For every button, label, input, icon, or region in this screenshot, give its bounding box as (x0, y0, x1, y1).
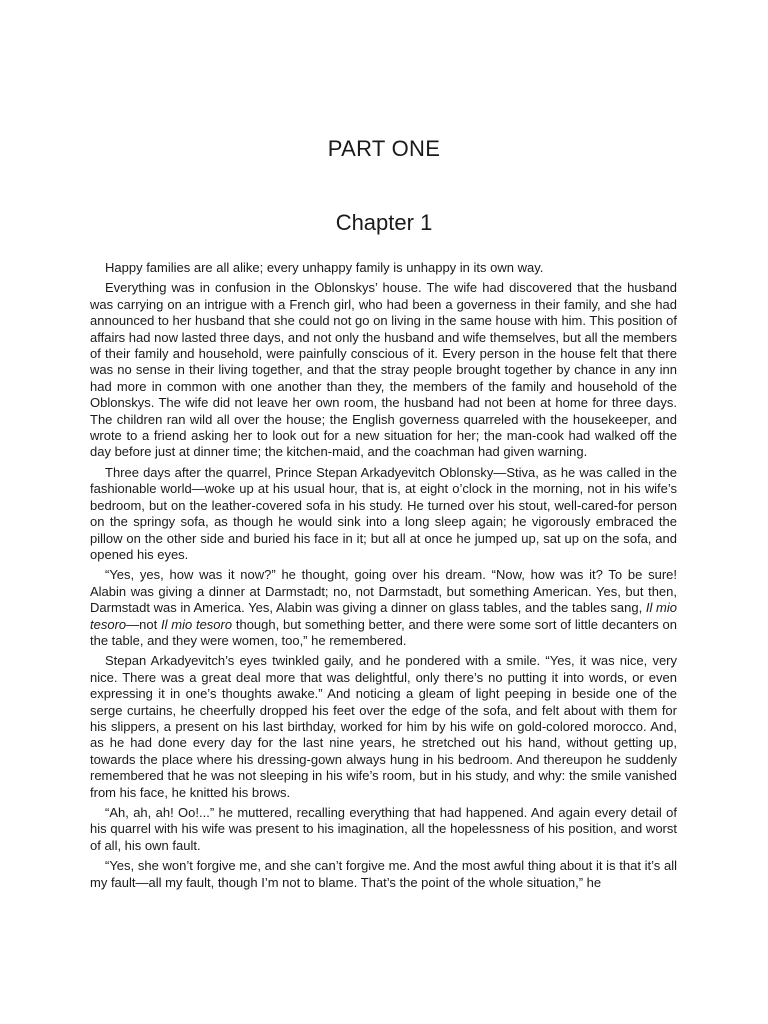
chapter-body (90, 260, 677, 895)
paragraph-1: Happy families are all alike; every unhappy family is unhappy in its own way. (105, 260, 544, 275)
paragraph-6: “Ah, ah, ah! Oo!...” he muttered, recalling everything that had happened. And again every detail of his quarrel with his wife was present to his imagination, all the hopelessness of his position, and worst of all, his own fault. (90, 805, 677, 853)
paragraph-4-text-b: —not (126, 616, 161, 632)
paragraph-2: Everything was in confusion in the Oblonskys’ house. The wife had discovered that the husband was carrying on an intrigue with a French girl, who had been a governess in their family, and she had announced to her husband that she could not go on living in the same house with him. This position of affairs had now lasted three days, and not only the husband and wife themselves, but all the members of their family and household, were painfully conscious of it. Every person in the house felt that there was no sense in their living together, and that the stray people brought together by chance in any inn had more in common with one another than they, the members of the family and household of the Oblonskys. The wife did not leave her own room, the husband had not been at home for three days. The children ran wild all over the house; the English governess quarreled with the housekeeper, and wrote to a friend asking her to look out for a new situation for her; the man-cook had walked off the day before just at dinner time; the kitchen-maid, and the coachman had given warning. (90, 280, 677, 460)
paragraph-7: “Yes, she won’t forgive me, and she can’t forgive me. And the most awful thing about it is that it’s all my fault—all my fault, though I’m not to blame. That’s the point of the whole situation,” he (90, 858, 677, 890)
paragraph-3: Three days after the quarrel, Prince Stepan Arkadyevitch Oblonsky—Stiva, as he was called in the fashionable world—woke up at his usual hour, that is, at eight o’clock in the morning, not in his wife’s bedroom, but on the leather-covered sofa in his study. He turned over his stout, well-cared-for person on the springy sofa, as though he would sink into a long sleep again; he vigorously embraced the pillow on the other side and buried his face in it; but all at once he jumped up, sat up on the sofa, and opened his eyes. (90, 464, 677, 562)
paragraph-4-text-c: though, but something better, and there were some sort of little decanters on the table, and they were women, too,” he remembered. (90, 616, 678, 648)
paragraph-4 (90, 567, 677, 649)
part-title: PART ONE (327, 136, 441, 161)
paragraph-4-italic-2: Il mio tesoro (160, 616, 233, 632)
paragraph-4-text-a: “Yes, yes, how was it now?” he thought, going over his dream. “Now, how was it? To be sure! Alabin was giving a dinner at Darmstadt; no, not Darmstadt, but something American. Yes, but then, Darmstadt was in America. Yes, Alabin was giving a dinner on glass tables, and the tables sang, (90, 567, 677, 616)
paragraph-5: Stepan Arkadyevitch’s eyes twinkled gaily, and he pondered with a smile. “Yes, it was nice, very nice. There was a great deal more that was delightful, only there’s no putting it into words, or even expressing it in one’s thoughts awake.” And noticing a gleam of light peeping in beside one of the serge curtains, he cheerfully dropped his feet over the edge of the sofa, and felt about with them for his slippers, a present on his last birthday, worked for him by his wife on gold-colored morocco. And, as he had done every day for the last nine years, he stretched out his hand, without getting up, towards the place where his dressing-gown always hung in his bedroom. And thereupon he suddenly remembered that he was not sleeping in his wife’s room, but in his study, and why: the smile vanished from his face, he knitted his brows. (90, 653, 677, 800)
chapter-title: Chapter 1 (335, 210, 433, 235)
paragraph-4-italic-1: Il mio tesoro (90, 600, 677, 632)
